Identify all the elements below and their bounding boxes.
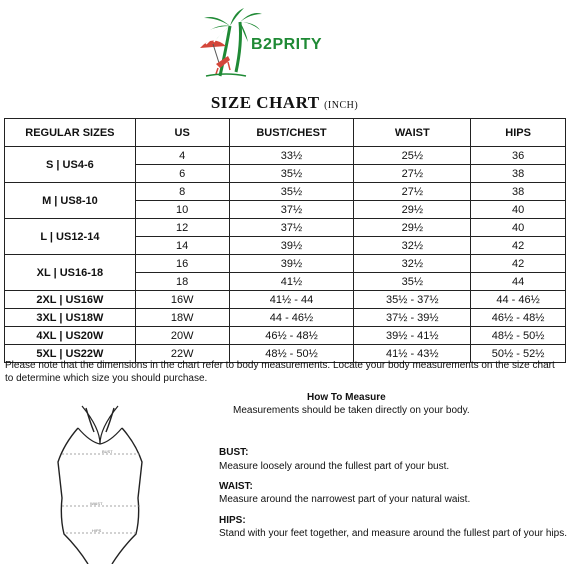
measurement-note: Please note that the dimensions in the chart refer to body measurements. Locate your body measurements on the size chart to determine which size you should purchase.	[5, 360, 555, 384]
cell-bust: 39½	[229, 237, 354, 255]
cell-waist: 35½	[354, 273, 471, 291]
cell-bust: 46½ - 48½	[229, 327, 354, 345]
table-row	[5, 255, 566, 273]
chart-title-text: SIZE CHART	[210, 93, 320, 112]
table-row	[5, 219, 566, 237]
cell-hips: 44	[471, 273, 566, 291]
cell-bust: 35½	[229, 165, 354, 183]
header-waist: WAIST	[354, 119, 471, 147]
header-hips: HIPS	[471, 119, 566, 147]
cell-us: 14	[135, 237, 229, 255]
cell-bust: 41½	[229, 273, 354, 291]
cell-hips: 44 - 46½	[471, 291, 566, 309]
cell-us: 16	[135, 255, 229, 273]
brand-name: B2PRITY	[251, 36, 323, 53]
cell-waist: 27½	[354, 165, 471, 183]
cell-waist: 35½ - 37½	[354, 291, 471, 309]
cell-waist: 29½	[354, 201, 471, 219]
cell-us: 8	[135, 183, 229, 201]
cell-us: 4	[135, 147, 229, 165]
cell-waist: 37½ - 39½	[354, 309, 471, 327]
size-group-label: 5XL | US22W	[5, 345, 136, 363]
cell-waist: 27½	[354, 183, 471, 201]
table-row	[5, 183, 566, 201]
cell-hips: 38	[471, 165, 566, 183]
waist-label: WAIST	[90, 501, 103, 506]
size-group-label: 3XL | US18W	[5, 309, 136, 327]
cell-hips: 40	[471, 219, 566, 237]
cell-bust: 37½	[229, 201, 354, 219]
size-group-label: L | US12-14	[5, 219, 136, 255]
cell-bust: 44 - 46½	[229, 309, 354, 327]
table-row	[5, 309, 566, 327]
cell-hips: 42	[471, 237, 566, 255]
size-group-label: M | US8-10	[5, 183, 136, 219]
cell-waist: 32½	[354, 237, 471, 255]
cell-us: 18W	[135, 309, 229, 327]
cell-hips: 36	[471, 147, 566, 165]
cell-hips: 38	[471, 183, 566, 201]
swimsuit-diagram	[44, 398, 194, 564]
cell-bust: 35½	[229, 183, 354, 201]
bust-heading: BUST:	[219, 447, 249, 458]
cell-bust: 33½	[229, 147, 354, 165]
waist-heading: WAIST:	[219, 481, 253, 492]
cell-us: 10	[135, 201, 229, 219]
cell-waist: 29½	[354, 219, 471, 237]
size-group-label: 2XL | US16W	[5, 291, 136, 309]
cell-bust: 37½	[229, 219, 354, 237]
table-row	[5, 327, 566, 345]
cell-us: 20W	[135, 327, 229, 345]
table-row	[5, 291, 566, 309]
cell-us: 16W	[135, 291, 229, 309]
hips-label: HIPS	[92, 528, 102, 533]
cell-waist: 41½ - 43½	[354, 345, 471, 363]
table-header-row	[5, 119, 566, 147]
cell-us: 22W	[135, 345, 229, 363]
cell-bust: 41½ - 44	[229, 291, 354, 309]
header-regular-sizes: REGULAR SIZES	[5, 119, 136, 147]
size-group-label: XL | US16-18	[5, 255, 136, 291]
cell-hips: 50½ - 52½	[471, 345, 566, 363]
size-table	[4, 118, 566, 363]
waist-instruction: Measure around the narrowest part of your natural waist.	[219, 494, 471, 505]
cell-hips: 40	[471, 201, 566, 219]
hips-instruction: Stand with your feet together, and measure around the fullest part of your hips.	[219, 528, 567, 539]
cell-waist: 39½ - 41½	[354, 327, 471, 345]
cell-us: 12	[135, 219, 229, 237]
cell-us: 6	[135, 165, 229, 183]
cell-us: 18	[135, 273, 229, 291]
header-bust-chest: BUST/CHEST	[229, 119, 354, 147]
bust-instruction: Measure loosely around the fullest part of your bust.	[219, 461, 450, 472]
how-to-measure-subtitle: Measurements should be taken directly on your body.	[233, 405, 470, 416]
cell-waist: 25½	[354, 147, 471, 165]
cell-hips: 46½ - 48½	[471, 309, 566, 327]
chart-title	[0, 93, 569, 113]
size-group-label: 4XL | US20W	[5, 327, 136, 345]
cell-hips: 42	[471, 255, 566, 273]
hips-heading: HIPS:	[219, 515, 246, 526]
cell-bust: 39½	[229, 255, 354, 273]
header-us: US	[135, 119, 229, 147]
how-to-measure-title: How To Measure	[307, 392, 386, 403]
bust-label: BUST	[102, 449, 113, 454]
cell-hips: 48½ - 50½	[471, 327, 566, 345]
chart-unit: (INCH)	[324, 100, 359, 111]
cell-waist: 32½	[354, 255, 471, 273]
cell-bust: 48½ - 50½	[229, 345, 354, 363]
size-group-label: S | US4-6	[5, 147, 136, 183]
table-row	[5, 147, 566, 165]
